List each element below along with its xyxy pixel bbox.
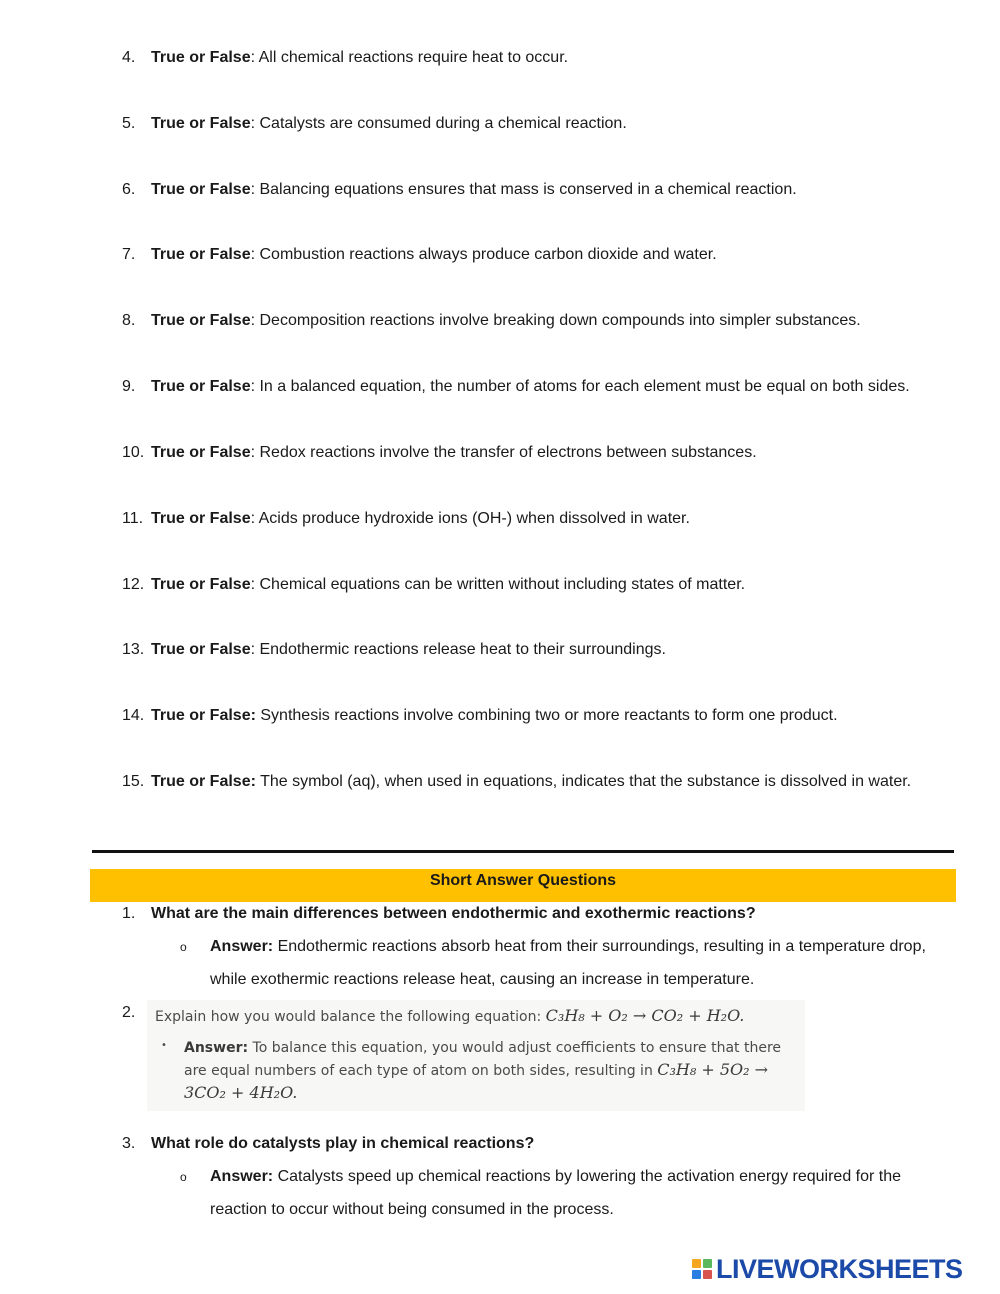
answer-line-2: reaction to occur without being consumed in the process. bbox=[210, 1201, 614, 1218]
answer-line-2: while exothermic reactions release heat, causing an increase in temperature. bbox=[210, 971, 755, 988]
tf-question-9 bbox=[122, 377, 910, 397]
question-number: 6. bbox=[122, 181, 136, 198]
question-label: True or False bbox=[151, 641, 251, 658]
answer-label: Answer: bbox=[184, 1040, 249, 1056]
label-separator: : bbox=[250, 510, 259, 527]
question-label: True or False bbox=[151, 246, 251, 263]
liveworksheets-logo bbox=[692, 1254, 963, 1284]
label-separator: : bbox=[250, 641, 260, 658]
question-number: 2. bbox=[122, 1004, 136, 1021]
label-separator: : bbox=[250, 576, 260, 593]
question-number: 9. bbox=[122, 378, 136, 395]
logo-wordmark: LIVEWORKSHEETS bbox=[716, 1253, 963, 1284]
section-heading: Short Answer Questions bbox=[429, 872, 617, 889]
question-number: 11. bbox=[122, 510, 144, 527]
bullet-circle-icon: o bbox=[180, 1170, 187, 1184]
label-separator: : bbox=[250, 181, 260, 198]
question-label: True or False: bbox=[151, 773, 256, 790]
label-separator: : bbox=[250, 444, 260, 461]
question-text: What role do catalysts play in chemical reactions? bbox=[151, 1135, 535, 1152]
embedded-question-text: Explain how you would balance the following equation: bbox=[155, 1009, 546, 1025]
sa-answer-3 bbox=[180, 1160, 960, 1226]
label-separator: : bbox=[250, 49, 259, 66]
question-text: All chemical reactions require heat to occur. bbox=[258, 49, 569, 66]
tf-question-5 bbox=[122, 114, 627, 134]
answer-text bbox=[210, 1160, 960, 1226]
embedded-answer bbox=[184, 1038, 799, 1105]
answer-label: Answer: bbox=[210, 1168, 274, 1185]
section-heading-band bbox=[90, 869, 956, 902]
question-text: Decomposition reactions involve breaking down compounds into simpler substances. bbox=[259, 312, 861, 329]
question-text: What are the main differences between endothermic and exothermic reactions? bbox=[151, 905, 756, 922]
question-number: 8. bbox=[122, 312, 136, 329]
embedded-question bbox=[155, 1005, 744, 1028]
sa-question-3 bbox=[122, 1134, 534, 1154]
tf-question-11 bbox=[122, 509, 690, 529]
tf-question-14 bbox=[122, 706, 838, 726]
question-number: 14. bbox=[122, 707, 145, 724]
question-number: 10. bbox=[122, 444, 145, 461]
question-label: True or False bbox=[151, 115, 251, 132]
question-text: Synthesis reactions involve combining two or more reactants to form one product. bbox=[260, 707, 838, 724]
question-label: True or False bbox=[151, 576, 251, 593]
tf-question-6 bbox=[122, 180, 797, 200]
label-separator: : bbox=[250, 246, 260, 263]
question-number: 15. bbox=[122, 773, 145, 790]
answer-line-1: Catalysts speed up chemical reactions by lowering the activation energy required for the bbox=[273, 1168, 902, 1185]
section-divider bbox=[92, 850, 954, 853]
equation-balanced: C₃H₈ + 5O₂ → 3CO₂ + 4H₂O. bbox=[184, 1060, 769, 1102]
answer-line-1: Endothermic reactions absorb heat from their surroundings, resulting in a temperature drop, bbox=[273, 938, 926, 955]
question-text: In a balanced equation, the number of atoms for each element must be equal on both sides. bbox=[259, 378, 910, 395]
question-text: Catalysts are consumed during a chemical reaction. bbox=[259, 115, 627, 132]
bullet-dot-icon: • bbox=[161, 1040, 167, 1051]
question-number: 5. bbox=[122, 115, 136, 132]
tf-question-12 bbox=[122, 575, 745, 595]
answer-label: Answer: bbox=[210, 938, 274, 955]
tf-question-10 bbox=[122, 443, 757, 463]
question-text: Endothermic reactions release heat to their surroundings. bbox=[259, 641, 666, 658]
question-text: The symbol (aq), when used in equations, indicates that the substance is dissolved in water. bbox=[260, 773, 912, 790]
question-number: 13. bbox=[122, 641, 145, 658]
answer-text: To balance this equation, you would adjust coefficients to ensure that there are equal numbers of each type of atom on both sides, resulting in bbox=[184, 1040, 782, 1079]
question-label: True or False bbox=[151, 444, 251, 461]
tf-question-13 bbox=[122, 640, 666, 660]
question-text: Balancing equations ensures that mass is conserved in a chemical reaction. bbox=[259, 181, 797, 198]
question-number: 7. bbox=[122, 246, 136, 263]
question-label: True or False bbox=[151, 312, 251, 329]
question-number: 4. bbox=[122, 49, 136, 66]
sa-question-1 bbox=[122, 904, 756, 924]
tf-question-8 bbox=[122, 311, 861, 331]
question-number: 1. bbox=[122, 905, 136, 922]
question-text: Redox reactions involve the transfer of electrons between substances. bbox=[259, 444, 757, 461]
question-label: True or False bbox=[151, 510, 251, 527]
sa-answer-1 bbox=[180, 930, 960, 996]
sa-question-2-image bbox=[147, 1000, 805, 1111]
question-number: 12. bbox=[122, 576, 145, 593]
question-number: 3. bbox=[122, 1135, 136, 1152]
tf-question-7 bbox=[122, 245, 717, 265]
label-separator: : bbox=[250, 312, 260, 329]
label-separator: : bbox=[250, 378, 260, 395]
bullet-circle-icon: o bbox=[180, 940, 187, 954]
logo-mark-icon bbox=[692, 1259, 712, 1279]
tf-question-4 bbox=[122, 48, 568, 68]
question-text: Acids produce hydroxide ions (OH-) when dissolved in water. bbox=[258, 510, 690, 527]
question-label: True or False bbox=[151, 378, 251, 395]
answer-text bbox=[210, 930, 960, 996]
question-text: Chemical equations can be written without including states of matter. bbox=[259, 576, 746, 593]
label-separator: : bbox=[250, 115, 260, 132]
question-label: True or False bbox=[151, 181, 251, 198]
question-label: True or False: bbox=[151, 707, 256, 724]
equation-unbalanced: C₃H₈ + O₂ → CO₂ + H₂O. bbox=[545, 1006, 745, 1025]
question-text: Combustion reactions always produce carbon dioxide and water. bbox=[259, 246, 717, 263]
tf-question-15 bbox=[122, 772, 911, 792]
question-label: True or False bbox=[151, 49, 251, 66]
